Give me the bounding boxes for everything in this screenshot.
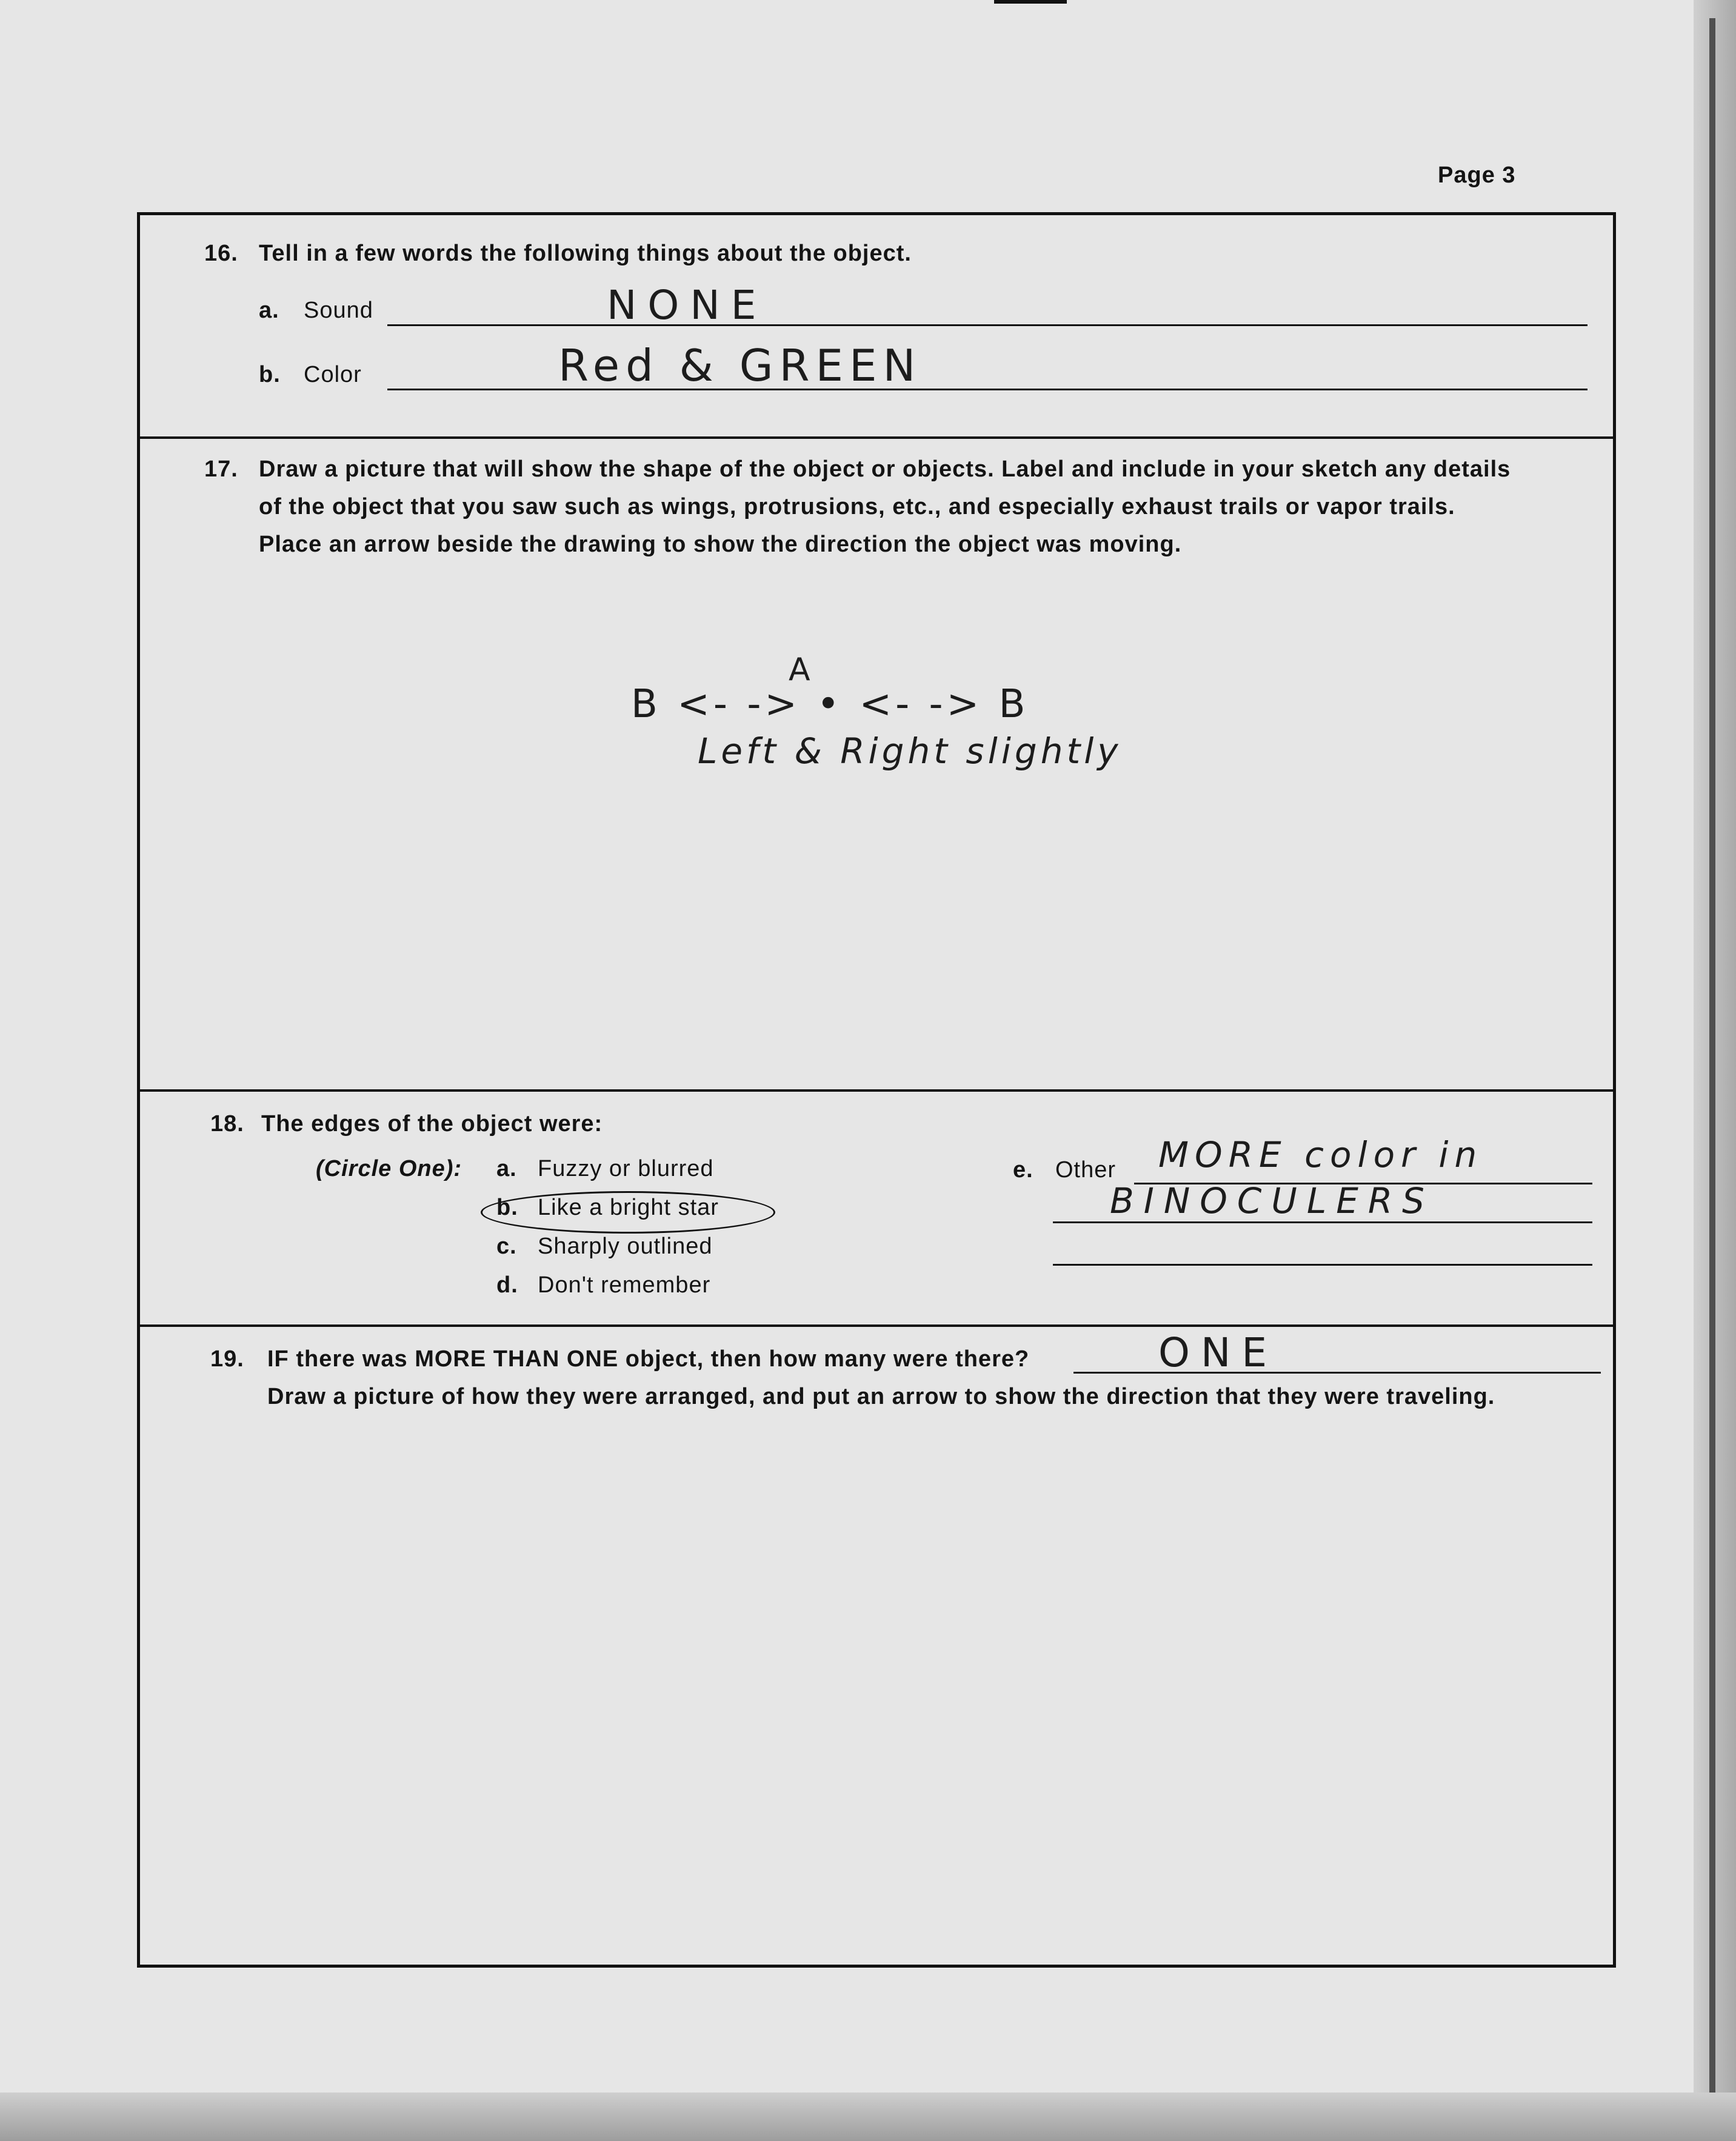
- option-b-text[interactable]: Like a bright star: [538, 1195, 719, 1220]
- q16-number: 16.: [204, 241, 238, 266]
- divider-18-19: [140, 1324, 1613, 1327]
- other-answer-line1[interactable]: MORE color in: [1158, 1134, 1483, 1175]
- sound-answer-line: [387, 324, 1587, 326]
- q16-a-letter: a.: [259, 298, 279, 323]
- q18-number: 18.: [210, 1111, 244, 1137]
- option-a-text[interactable]: Fuzzy or blurred: [538, 1156, 714, 1181]
- count-answer-line: [1073, 1372, 1601, 1374]
- q19-line2: Draw a picture of how they were arranged, and put an arrow to show the direction that they were traveling.: [267, 1384, 1495, 1409]
- option-a-letter: a.: [496, 1156, 517, 1181]
- sketch-label-a: A: [789, 652, 810, 688]
- scan-edge-line: [1709, 18, 1715, 2122]
- q17-line2: of the object that you saw such as wings, protrusions, etc., and especially exhaust trails or vapor trails.: [259, 494, 1455, 519]
- option-d-letter: d.: [496, 1272, 518, 1298]
- scan-artifact: [994, 0, 1067, 4]
- q16-color-label: Color: [304, 362, 362, 387]
- sketch-direction-arrows: B <- -> • <- -> B: [631, 682, 1029, 727]
- option-e-letter: e.: [1013, 1157, 1033, 1183]
- divider-17-18: [140, 1089, 1613, 1092]
- q19-text: IF there was MORE THAN ONE object, then how many were there?: [267, 1346, 1030, 1372]
- sound-answer[interactable]: NONE: [607, 282, 767, 329]
- color-answer[interactable]: Red & GREEN: [558, 340, 922, 391]
- q18-text: The edges of the object were:: [261, 1111, 603, 1137]
- option-e-label: Other: [1055, 1157, 1117, 1183]
- option-b-letter: b.: [496, 1195, 518, 1220]
- sketch-note: Left & Right slightly: [698, 730, 1122, 772]
- option-d-text[interactable]: Don't remember: [538, 1272, 711, 1298]
- q17-line3: Place an arrow beside the drawing to show the direction the object was moving.: [259, 532, 1182, 557]
- other-answer-line-3: [1053, 1264, 1592, 1266]
- other-answer-line-2: [1053, 1221, 1592, 1223]
- option-c-text[interactable]: Sharply outlined: [538, 1234, 713, 1259]
- divider-16-17: [140, 436, 1613, 439]
- q16-text: Tell in a few words the following things about the object.: [259, 241, 912, 266]
- option-c-letter: c.: [496, 1234, 517, 1259]
- form-box: [137, 212, 1616, 1968]
- q17-line1: Draw a picture that will show the shape of the object or objects. Label and include in your sketch any details: [259, 456, 1511, 482]
- scan-edge-bottom: [0, 2093, 1736, 2141]
- other-answer-line2[interactable]: BINOCULERS: [1110, 1180, 1434, 1221]
- count-answer[interactable]: ONE: [1158, 1329, 1278, 1376]
- page-number: Page 3: [1438, 162, 1516, 188]
- circle-one-label: (Circle One):: [316, 1156, 462, 1181]
- q17-number: 17.: [204, 456, 238, 482]
- q16-sound-label: Sound: [304, 298, 373, 323]
- q16-b-letter: b.: [259, 362, 281, 387]
- q19-number: 19.: [210, 1346, 244, 1372]
